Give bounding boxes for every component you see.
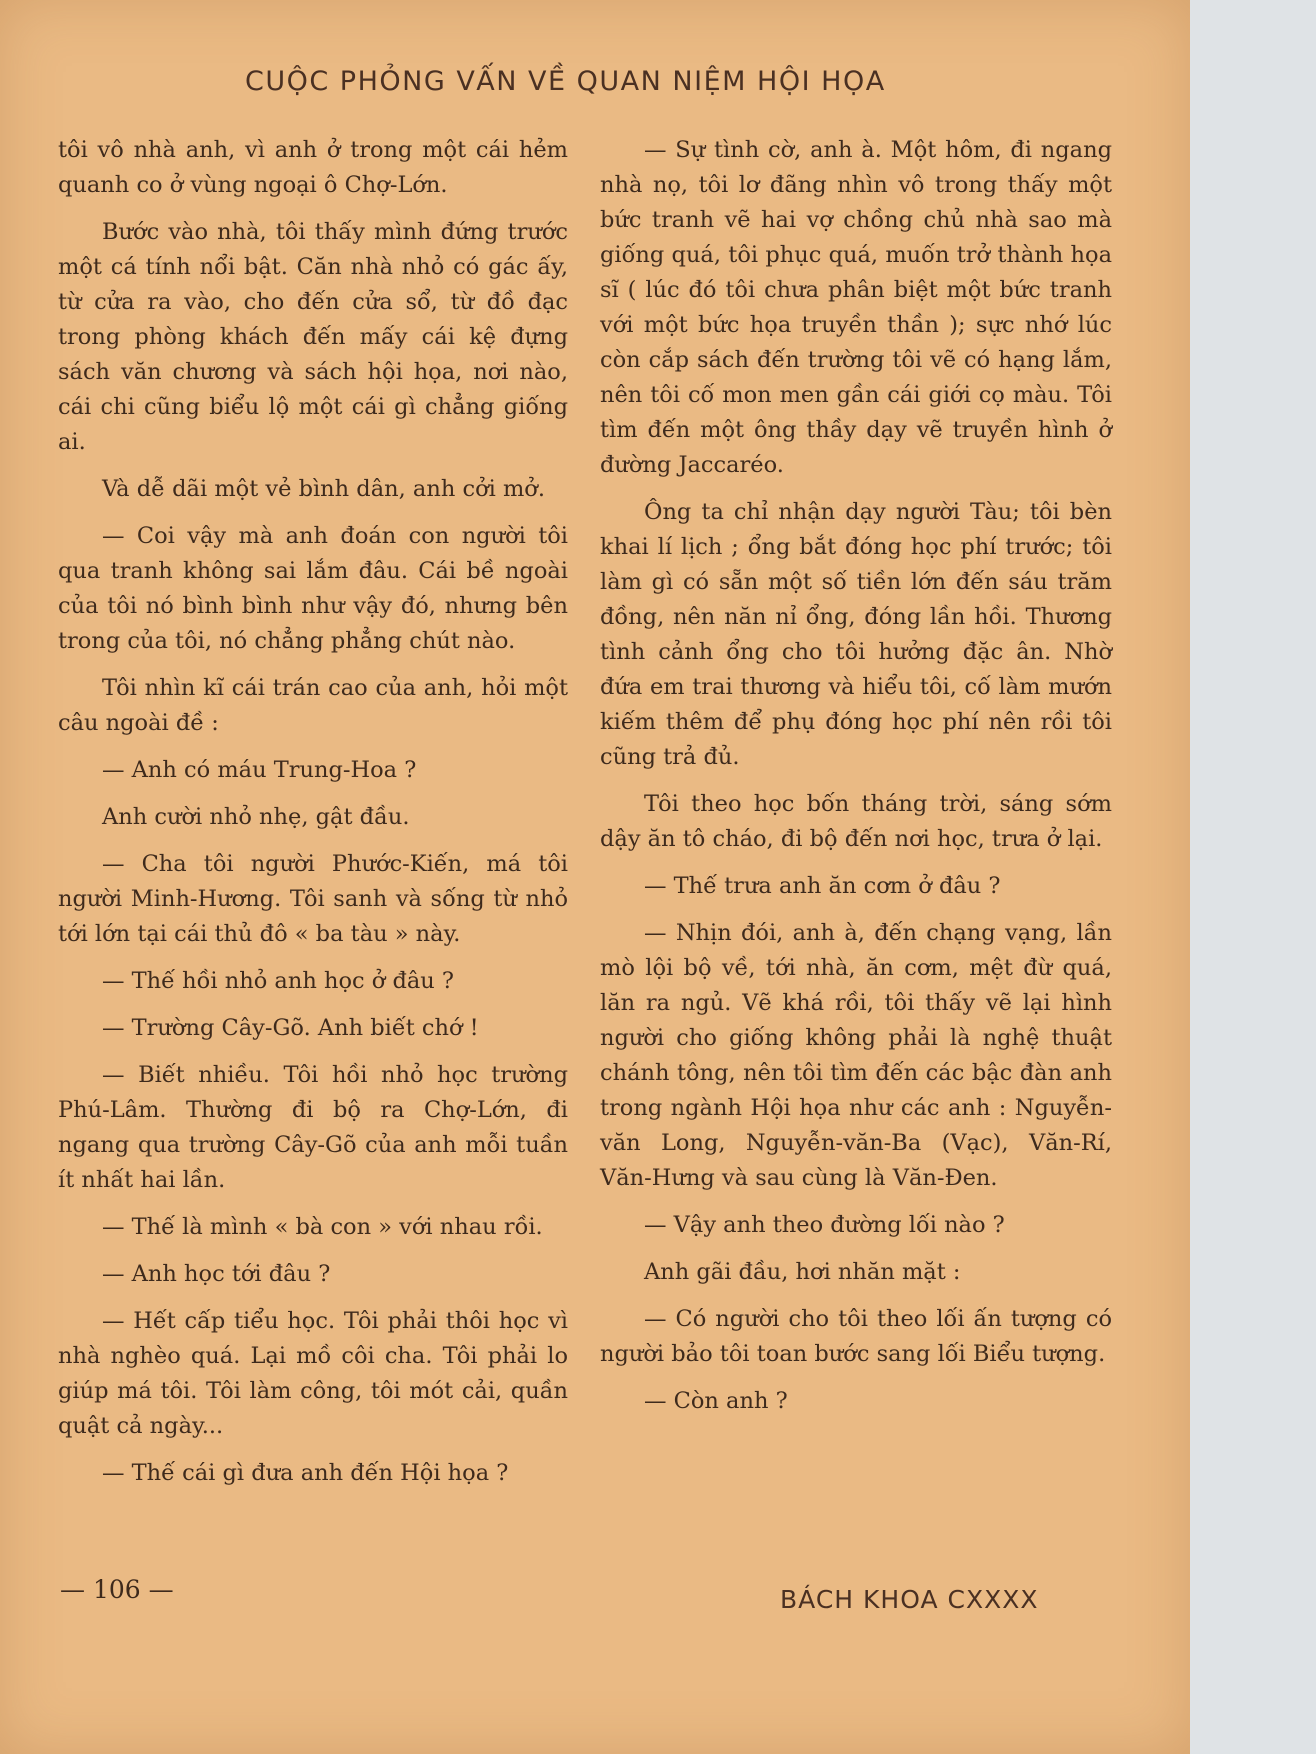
page-title: CUỘC PHỎNG VẤN VỀ QUAN NIỆM HỘI HỌA xyxy=(245,66,886,97)
paragraph: — Vậy anh theo đường lối nào ? xyxy=(644,1212,1005,1238)
right-column xyxy=(600,133,1112,1431)
paragraph: — Thế cái gì đưa anh đến Hội họa ? xyxy=(102,1460,509,1486)
paragraph: Bước vào nhà, tôi thấy mình đứng trước một cá tính nổi bật. Căn nhà nhỏ có gác ấy, từ cửa ra vào, cho đến cửa sổ, từ đồ đạc trong phòng khách đến mấy cái kệ đựng sách văn chương và sách hội họa, nơi nào, cái chi cũng biểu lộ một cái gì chẳng giống ai. xyxy=(58,219,568,455)
paragraph: Tôi nhìn kĩ cái trán cao của anh, hỏi một câu ngoài đề : xyxy=(58,675,568,736)
left-column xyxy=(58,133,568,1503)
magazine-issue: BÁCH KHOA CXXXX xyxy=(780,1585,1039,1614)
paragraph: — Sự tình cờ, anh à. Một hôm, đi ngang nhà nọ, tôi lơ đãng nhìn vô trong thấy một bức tranh vẽ hai vợ chồng chủ nhà sao mà giống quá, tôi phục quá, muốn trở thành họa sĩ ( lúc đó tôi chưa phân biệt một bức tranh với một bức họa truyền thần ); sực nhớ lúc còn cắp sách đến trường tôi vẽ có hạng lắm, nên tôi cố mon men gần cái giới cọ màu. Tôi tìm đến một ông thầy dạy vẽ truyền hình ở đường Jaccaréo. xyxy=(600,137,1112,478)
paragraph: — Trường Cây-Gõ. Anh biết chớ ! xyxy=(102,1015,479,1041)
paragraph: — Biết nhiều. Tôi hồi nhỏ học trường Phú-Lâm. Thường đi bộ ra Chợ-Lớn, đi ngang qua trường Cây-Gõ của anh mỗi tuần ít nhất hai lần. xyxy=(58,1062,568,1193)
paragraph: — Anh học tới đâu ? xyxy=(102,1261,331,1287)
paragraph: — Thế là mình « bà con » với nhau rồi. xyxy=(102,1214,543,1240)
paragraph: — Thế hồi nhỏ anh học ở đâu ? xyxy=(102,968,454,994)
paragraph: — Cha tôi người Phước-Kiến, má tôi người Minh-Hương. Tôi sanh và sống từ nhỏ tới lớn tại cái thủ đô « ba tàu » này. xyxy=(58,851,568,947)
paragraph: — Còn anh ? xyxy=(644,1388,788,1414)
paragraph: — Hết cấp tiểu học. Tôi phải thôi học vì nhà nghèo quá. Lại mồ côi cha. Tôi phải lo giúp má tôi. Tôi làm công, tôi mót cải, quần quật cả ngày... xyxy=(58,1308,568,1439)
paragraph: — Nhịn đói, anh à, đến chạng vạng, lần mò lội bộ về, tới nhà, ăn cơm, mệt đừ quá, lăn ra ngủ. Vẽ khá rồi, tôi thấy vẽ lại hình người cho giống không phải là nghệ thuật chánh tông, nên tôi tìm đến các bậc đàn anh trong ngành Hội họa như các anh : Nguyễn-văn Long, Nguyễn-văn-Ba (Vạc), Văn-Rí, Văn-Hưng và sau cùng là Văn-Đen. xyxy=(600,920,1112,1191)
paragraph: Ông ta chỉ nhận dạy người Tàu; tôi bèn khai lí lịch ; ổng bắt đóng học phí trước; tôi làm gì có sẵn một số tiền lớn đến sáu trăm đồng, nên năn nỉ ổng, đóng lần hồi. Thương tình cảnh ổng cho tôi hưởng đặc ân. Nhờ đứa em trai thương và hiểu tôi, cố làm mướn kiếm thêm để phụ đóng học phí nên rồi tôi cũng trả đủ. xyxy=(600,499,1112,770)
paragraph: tôi vô nhà anh, vì anh ở trong một cái hẻm quanh co ở vùng ngoại ô Chợ-Lớn. xyxy=(58,137,568,198)
paragraph: Anh cười nhỏ nhẹ, gật đầu. xyxy=(102,804,410,830)
page-number: — 106 — xyxy=(60,1575,174,1604)
paragraph: — Thế trưa anh ăn cơm ở đâu ? xyxy=(644,873,1001,899)
paragraph: Và dễ dãi một vẻ bình dân, anh cởi mở. xyxy=(102,476,545,502)
paragraph: Tôi theo học bốn tháng trời, sáng sớm dậy ăn tô cháo, đi bộ đến nơi học, trưa ở lại. xyxy=(600,791,1112,852)
paragraph: — Anh có máu Trung-Hoa ? xyxy=(102,757,417,783)
paragraph: Anh gãi đầu, hơi nhăn mặt : xyxy=(644,1259,961,1285)
paragraph: — Có người cho tôi theo lối ấn tượng có người bảo tôi toan bước sang lối Biểu tượng. xyxy=(600,1306,1112,1367)
paragraph: — Coi vậy mà anh đoán con người tôi qua tranh không sai lắm đâu. Cái bề ngoài của tôi nó bình bình như vậy đó, nhưng bên trong của tôi, nó chẳng phẳng chút nào. xyxy=(58,523,568,654)
